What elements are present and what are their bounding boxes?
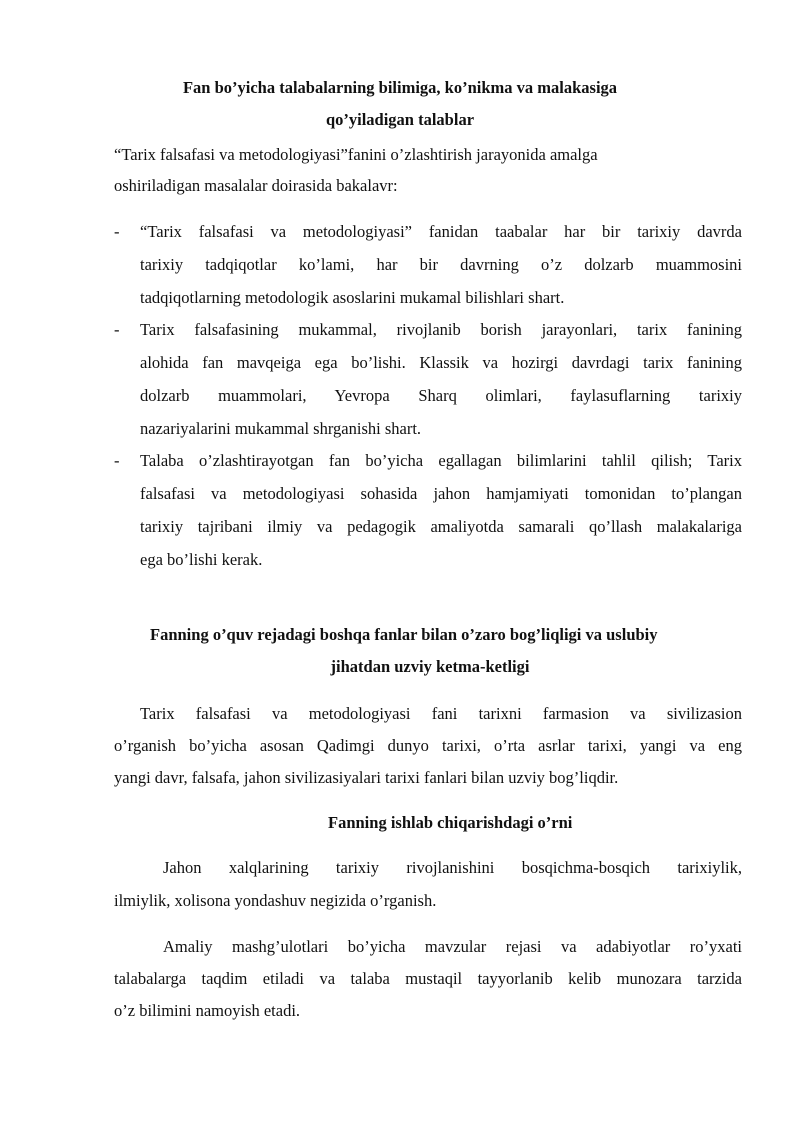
list-item-marker: - bbox=[114, 222, 120, 241]
list-item-1-line1: “Tarix falsafasi va metodologiyasi” fanidan taabalar har bir tarixiy davrda bbox=[140, 222, 742, 241]
section1-heading-line2: qo’yiladigan talablar bbox=[325, 110, 475, 129]
list-item-2-line3: dolzarb muammolari, Yevropa Sharq olimlari, faylasuflarning tarixiy bbox=[140, 386, 742, 405]
section2-paragraph-line3: yangi davr, falsafa, jahon sivilizasiyalari tarixi fanlari bilan uzviy bog’liqdir. bbox=[114, 768, 619, 787]
section2-paragraph-line2: o’rganish bo’yicha asosan Qadimgi dunyo tarixi, o’rta asrlar tarixi, yangi va eng bbox=[114, 736, 742, 755]
section3-paragraph1-line2: ilmiylik, xolisona yondashuv negizida o’rganish. bbox=[114, 891, 437, 910]
section3-paragraph2-line3: o’z bilimini namoyish etadi. bbox=[114, 1001, 301, 1020]
list-item-2-line2: alohida fan mavqeiga ega bo’lishi. Klassik va hozirgi davrdagi tarix fanining bbox=[140, 353, 742, 372]
list-item-marker: - bbox=[114, 451, 120, 470]
list-item-marker: - bbox=[114, 320, 120, 339]
section1-intro-line2: oshiriladigan masalalar doirasida bakalavr: bbox=[114, 176, 398, 195]
section2-paragraph-line1: Tarix falsafasi va metodologiyasi fani tarixni farmasion va sivilizasion bbox=[140, 704, 742, 723]
section1-heading-line1: Fan bo’yicha talabalarning bilimiga, ko’nikma va malakasiga bbox=[182, 78, 618, 97]
section3-paragraph2-line1: Amaliy mashg’ulotlari bo’yicha mavzular rejasi va adabiyotlar ro’yxati bbox=[163, 937, 742, 956]
list-item-3-line4: ega bo’lishi kerak. bbox=[140, 550, 263, 569]
section3-paragraph2-line2: talabalarga taqdim etiladi va talaba mustaqil tayyorlanib kelib munozara tarzida bbox=[114, 969, 742, 988]
list-item-1-line3: tadqiqotlarning metodologik asoslarini mukamal bilishlari shart. bbox=[140, 288, 565, 307]
list-item-1-line2: tarixiy tadqiqotlar ko’lami, har bir davrning o’z dolzarb muammosini bbox=[140, 255, 742, 274]
list-item-3-line3: tarixiy tajribani ilmiy va pedagogik amaliyotda samarali qo’llash malakalariga bbox=[140, 517, 742, 536]
section3-paragraph1-line1: Jahon xalqlarining tarixiy rivojlanishini bosqichma-bosqich tarixiylik, bbox=[163, 858, 742, 877]
list-item-2-line1: Tarix falsafasining mukammal, rivojlanib borish jarayonlari, tarix fanining bbox=[140, 320, 742, 339]
section3-heading: Fanning ishlab chiqarishdagi o’rni bbox=[328, 813, 573, 832]
section2-heading-line1: Fanning o’quv rejadagi boshqa fanlar bilan o’zaro bog’liqligi va uslubiy bbox=[150, 625, 658, 644]
list-item-3-line2: falsafasi va metodologiyasi sohasida jahon hamjamiyati tomonidan to’plangan bbox=[140, 484, 742, 503]
list-item-3-line1: Talaba o’zlashtirayotgan fan bo’yicha egallagan bilimlarini tahlil qilish; Tarix bbox=[140, 451, 742, 470]
section1-intro-line1: “Tarix falsafasi va metodologiyasi”fanini o’zlashtirish jarayonida amalga bbox=[114, 145, 598, 164]
list-item-2-line4: nazariyalarini mukammal shrganishi shart. bbox=[140, 419, 422, 438]
section2-heading-line2: jihatdan uzviy ketma-ketligi bbox=[330, 657, 530, 676]
